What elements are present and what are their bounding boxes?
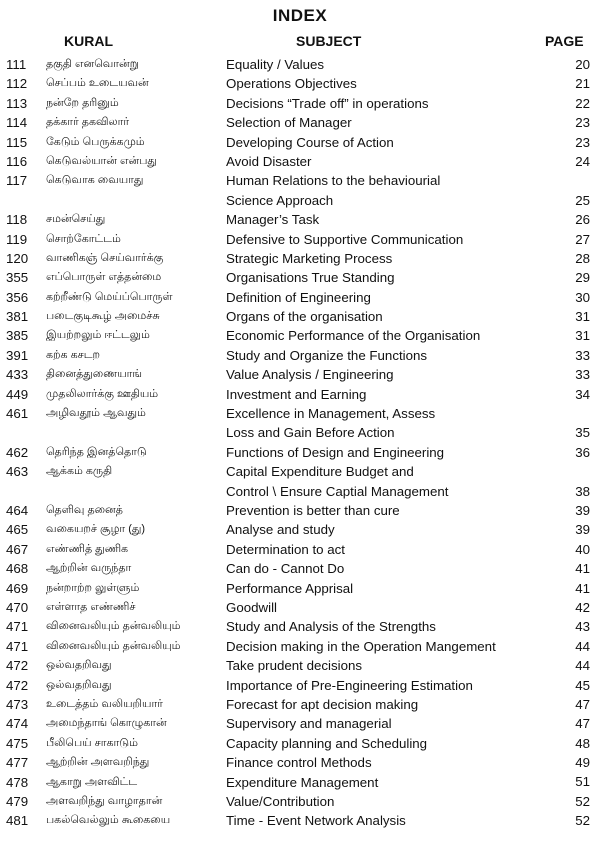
subject-line: Study and Analysis of the Strengths — [226, 619, 436, 635]
page-number: 31 — [575, 328, 590, 344]
kural-number: 111 — [6, 57, 27, 72]
subject-line: Forecast for apt decision making — [226, 696, 419, 712]
subject-text — [226, 773, 526, 792]
index-row — [0, 656, 600, 675]
page-number: 44 — [575, 638, 590, 654]
subject-text — [226, 462, 526, 501]
index-row — [0, 268, 600, 287]
subject-line: Finance control Methods — [226, 755, 372, 771]
kural-number: 117 — [6, 173, 28, 189]
kural-tamil-text: நன்றாற்ற லுள்ளும் — [46, 581, 140, 594]
subject-text — [226, 404, 526, 443]
kural-tamil-text: வினைவலியும் தன்வலியும் — [46, 639, 181, 652]
page-number: 38 — [575, 483, 590, 499]
subject-text — [226, 637, 526, 656]
subject-text — [226, 171, 526, 210]
index-row — [0, 113, 600, 132]
subject-line: Prevention is better than cure — [226, 503, 400, 519]
subject-line: Decision making in the Operation Mangement — [226, 638, 496, 654]
kural-number: 471 — [6, 638, 29, 654]
subject-line: Goodwill — [226, 599, 277, 615]
page-number: 33 — [575, 367, 590, 383]
subject-line: Performance Apprisal — [226, 580, 354, 596]
index-row — [0, 520, 600, 539]
page-number: 23 — [575, 115, 590, 131]
kural-number: 479 — [6, 793, 29, 809]
kural-number: 465 — [6, 522, 29, 538]
subject-line: Developing Course of Action — [226, 134, 394, 150]
page-number: 34 — [575, 386, 590, 402]
subject-line: Can do - Cannot Do — [226, 561, 345, 577]
index-row — [0, 714, 600, 733]
kural-number: 114 — [6, 115, 28, 131]
kural-number: 385 — [6, 328, 29, 344]
subject-text — [226, 288, 526, 307]
kural-number: 355 — [6, 270, 29, 286]
kural-number: 477 — [6, 755, 29, 771]
kural-number: 467 — [6, 541, 29, 557]
subject-text — [226, 230, 526, 249]
kural-tamil-text: தகுதி எனவொன்று — [46, 58, 139, 70]
page-number: 49 — [575, 755, 590, 771]
kural-number: 461 — [6, 406, 29, 422]
kural-number: 462 — [6, 444, 29, 460]
kural-tamil-text: வகையறச் சூழா (து) — [46, 523, 146, 536]
index-row — [0, 637, 600, 656]
subject-line: Functions of Design and Engineering — [226, 444, 445, 460]
subject-line: Selection of Manager — [226, 115, 352, 131]
subject-text — [226, 210, 526, 229]
kural-tamil-text: ஒல்வதறிவது — [46, 678, 112, 691]
kural-tamil-text: செப்பம் உடையவன் — [46, 77, 149, 90]
subject-line: Expenditure Management — [226, 774, 379, 790]
kural-tamil-text: கெடுவாக வையாது — [46, 174, 144, 187]
kural-tamil-text: எண்ணித் துணிக — [46, 542, 129, 555]
subject-text — [226, 365, 526, 384]
page-number: 24 — [575, 153, 590, 169]
kural-tamil-text: ஆற்றின் வருந்தா — [46, 562, 132, 575]
index-row — [0, 385, 600, 404]
subject-line: Control \ Ensure Captial Management — [226, 483, 449, 499]
kural-tamil-text: ஆகாறு அளவிட்ட — [46, 775, 138, 788]
kural-number: 115 — [6, 134, 28, 150]
kural-tamil-text: அழிவதூம் ஆவதும் — [46, 407, 146, 420]
kural-tamil-text: ஆக்கம் கருதி — [46, 465, 113, 478]
index-row — [0, 695, 600, 714]
subject-line: Definition of Engineering — [226, 289, 371, 305]
subject-text — [226, 346, 526, 365]
subject-line: Avoid Disaster — [226, 153, 312, 169]
subject-text — [226, 443, 526, 462]
page-number: 35 — [575, 425, 590, 441]
index-row — [0, 133, 600, 152]
page-number: 42 — [575, 599, 590, 615]
subject-line: Study and Organize the Functions — [226, 347, 428, 363]
kural-number: 120 — [6, 250, 29, 266]
index-row — [0, 94, 600, 113]
kural-number: 478 — [6, 774, 29, 790]
index-row — [0, 598, 600, 617]
subject-text — [226, 540, 526, 559]
page-number: 47 — [575, 696, 590, 712]
kural-number: 471 — [6, 619, 29, 635]
page-number: 27 — [575, 231, 590, 247]
kural-number: 464 — [6, 503, 29, 519]
kural-number: 463 — [6, 464, 29, 480]
page-number: 45 — [575, 677, 590, 693]
kural-tamil-text: முதலிலார்க்கு ஊதியம் — [46, 387, 159, 400]
index-row — [0, 773, 600, 792]
subject-text — [226, 617, 526, 636]
kural-tamil-text: படைகுடிகூழ் அமைச்சு — [46, 310, 160, 323]
index-row — [0, 152, 600, 171]
subject-text — [226, 307, 526, 326]
page-title: INDEX — [272, 6, 328, 25]
subject-line: Take prudent decisions — [226, 658, 363, 674]
subject-line: Defensive to Supportive Communication — [226, 231, 464, 247]
index-row — [0, 365, 600, 384]
kural-tamil-text: அமைந்தாங் கொழுகான் — [46, 717, 167, 730]
page-number: 29 — [575, 270, 590, 286]
kural-tamil-text: ஒல்வதறிவது — [46, 659, 112, 672]
subject-line: Equality / Values — [226, 57, 325, 72]
subject-line: Excellence in Management, Assess — [226, 406, 436, 422]
subject-line: Strategic Marketing Process — [226, 250, 393, 266]
kural-tamil-text: வாணிகஞ் செய்வார்க்கு — [46, 251, 164, 264]
subject-line: Analyse and study — [226, 522, 335, 538]
index-row — [0, 792, 600, 811]
page-number: 25 — [575, 192, 590, 208]
subject-line: Organisations True Standing — [226, 270, 395, 286]
column-header-subject: SUBJECT — [296, 33, 362, 49]
subject-line: Capacity planning and Scheduling — [226, 735, 428, 751]
kural-number: 381 — [6, 309, 29, 325]
index-row — [0, 617, 600, 636]
column-header-kural: KURAL — [64, 33, 113, 49]
subject-line: Decisions “Trade off” in operations — [226, 95, 429, 111]
index-row — [0, 307, 600, 326]
page-number: 48 — [575, 735, 590, 751]
subject-text — [226, 133, 526, 152]
index-row — [0, 753, 600, 772]
subject-text — [226, 811, 526, 830]
index-row — [0, 230, 600, 249]
subject-line: Human Relations to the behaviourial — [226, 173, 441, 189]
subject-line: Operations Objectives — [226, 76, 357, 92]
page-number: 39 — [575, 522, 590, 538]
page-number: 20 — [575, 56, 590, 72]
index-list — [0, 55, 600, 831]
page-number: 52 — [575, 793, 590, 809]
page-number: 30 — [575, 289, 590, 305]
page-number: 28 — [575, 250, 590, 266]
kural-tamil-text: ஆற்றின் அளவறிந்து — [46, 756, 150, 769]
page-number: 23 — [575, 134, 590, 150]
index-row — [0, 559, 600, 578]
index-row — [0, 501, 600, 520]
index-row — [0, 676, 600, 695]
subject-text — [226, 695, 526, 714]
subject-line: Manager’s Task — [226, 212, 320, 228]
page-number: 47 — [575, 716, 590, 732]
page-number: 26 — [575, 212, 590, 228]
kural-tamil-text: அளவறிந்து வாழாதான் — [46, 794, 163, 807]
page-number: 21 — [575, 76, 590, 92]
page-number: 44 — [575, 658, 590, 674]
page-number: 36 — [575, 444, 590, 460]
subject-line: Capital Expenditure Budget and — [226, 464, 414, 480]
kural-number: 470 — [6, 599, 29, 615]
subject-text — [226, 55, 526, 74]
subject-text — [226, 385, 526, 404]
subject-line: Supervisory and managerial — [226, 716, 392, 732]
kural-tamil-text: எள்ளாத எண்ணிச் — [46, 600, 136, 613]
subject-line: Loss and Gain Before Action — [226, 425, 395, 441]
index-row — [0, 462, 600, 501]
subject-text — [226, 734, 526, 753]
subject-text — [226, 113, 526, 132]
subject-line: Organs of the organisation — [226, 309, 383, 325]
kural-tamil-text: சொற்கோட்டம் — [46, 232, 121, 245]
kural-number: 119 — [6, 231, 28, 247]
subject-text — [226, 520, 526, 539]
page-number: 51 — [575, 774, 590, 790]
kural-number: 475 — [6, 735, 29, 751]
kural-number: 118 — [6, 212, 28, 228]
index-row — [0, 210, 600, 229]
subject-line: Time - Event Network Analysis — [226, 813, 406, 829]
index-row — [0, 579, 600, 598]
index-row — [0, 540, 600, 559]
subject-text — [226, 268, 526, 287]
page-number: 40 — [575, 541, 590, 557]
subject-text — [226, 249, 526, 268]
subject-line: Importance of Pre-Engineering Estimation — [226, 677, 473, 693]
kural-number: 473 — [6, 696, 29, 712]
page-number: 43 — [575, 619, 590, 635]
kural-tamil-text: பீலிபெய் சாகாடும் — [46, 736, 138, 749]
page-number: 39 — [575, 503, 590, 519]
index-row — [0, 443, 600, 462]
kural-number: 356 — [6, 289, 29, 305]
subject-text — [226, 579, 526, 598]
index-row — [0, 404, 600, 443]
subject-text — [226, 753, 526, 772]
subject-line: Economic Performance of the Organisation — [226, 328, 481, 344]
page-number: 33 — [575, 347, 590, 363]
kural-tamil-text: கற்றீண்டு மெய்ப்பொருள் — [46, 290, 173, 303]
index-row — [0, 811, 600, 830]
index-row — [0, 74, 600, 93]
page-number: 41 — [575, 561, 590, 577]
kural-number: 469 — [6, 580, 29, 596]
subject-line: Value/Contribution — [226, 793, 335, 809]
kural-tamil-text: எப்பொருள் எத்தன்மை — [46, 271, 162, 284]
kural-tamil-text: தக்கார் தகவிலார் — [46, 116, 130, 129]
kural-number: 474 — [6, 716, 29, 732]
index-row — [0, 326, 600, 345]
index-row — [0, 288, 600, 307]
page-number: 52 — [575, 813, 590, 829]
kural-number: 472 — [6, 677, 29, 693]
subject-line: Science Approach — [226, 192, 334, 208]
kural-tamil-text: நன்றே தரினும் — [46, 96, 119, 109]
kural-tamil-text: கற்க கசடற — [46, 348, 100, 361]
kural-tamil-text: கேடும் பெருக்கமும் — [46, 135, 145, 148]
subject-text — [226, 559, 526, 578]
kural-number: 112 — [6, 76, 28, 92]
kural-number: 433 — [6, 367, 29, 383]
kural-tamil-text: தினைத்துணையாங் — [46, 368, 143, 381]
index-row — [0, 249, 600, 268]
index-row — [0, 55, 600, 74]
kural-tamil-text: பகல்வெல்லும் கூகையை — [46, 814, 171, 827]
kural-number: 472 — [6, 658, 29, 674]
subject-line: Determination to act — [226, 541, 345, 557]
subject-text — [226, 598, 526, 617]
column-header-page: PAGE — [545, 33, 584, 49]
subject-text — [226, 74, 526, 93]
kural-tamil-text: கெடுவல்யான் என்பது — [46, 154, 157, 167]
subject-text — [226, 326, 526, 345]
subject-text — [226, 792, 526, 811]
kural-number: 468 — [6, 561, 29, 577]
subject-text — [226, 94, 526, 113]
page-number: 31 — [575, 309, 590, 325]
subject-text — [226, 676, 526, 695]
subject-line: Investment and Earning — [226, 386, 367, 402]
subject-line: Value Analysis / Engineering — [226, 367, 394, 383]
subject-text — [226, 152, 526, 171]
kural-tamil-text: இயற்றலும் ஈட்டலும் — [46, 329, 150, 342]
kural-number: 113 — [6, 95, 28, 111]
index-row — [0, 346, 600, 365]
kural-tamil-text: சமன்செய்து — [46, 213, 106, 226]
subject-text — [226, 656, 526, 675]
kural-tamil-text: தெளிவு தனைத் — [46, 504, 123, 517]
subject-text — [226, 501, 526, 520]
kural-number: 391 — [6, 347, 29, 363]
page-number: 22 — [575, 95, 590, 111]
kural-number: 449 — [6, 386, 29, 402]
kural-tamil-text: வினைவலியும் தன்வலியும் — [46, 620, 181, 633]
subject-text — [226, 714, 526, 733]
index-row — [0, 734, 600, 753]
page-number: 41 — [575, 580, 590, 596]
index-row — [0, 171, 600, 210]
kural-number: 481 — [6, 813, 29, 829]
kural-tamil-text: தெரிந்த இனத்தொடு — [46, 445, 147, 458]
kural-number: 116 — [6, 153, 28, 169]
kural-tamil-text: உடைத்தம் வலியறியார் — [46, 697, 163, 710]
